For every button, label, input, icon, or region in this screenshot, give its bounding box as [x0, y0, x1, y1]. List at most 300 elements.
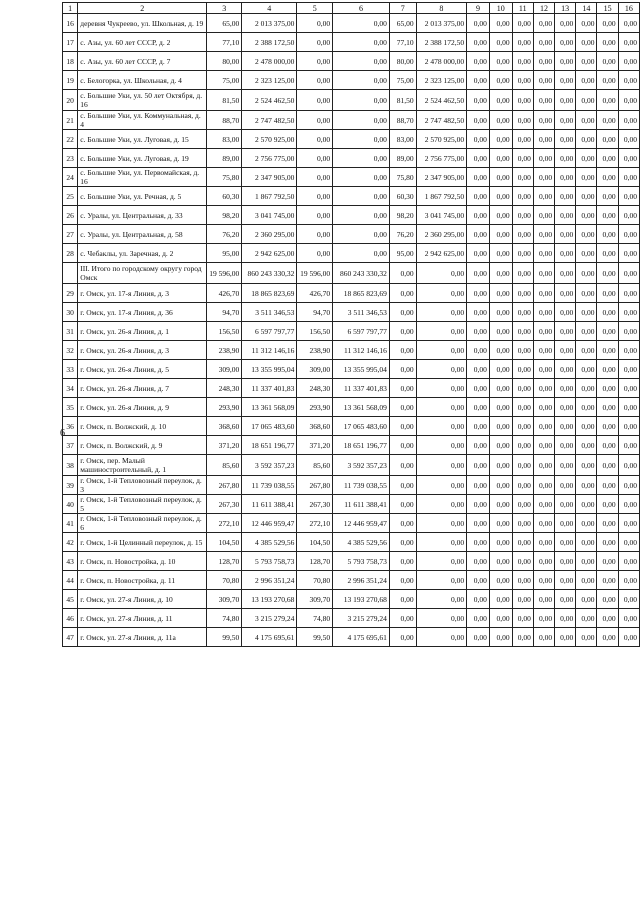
value-cell: 0,00	[555, 168, 576, 187]
value-cell: 0,00	[389, 322, 416, 341]
value-cell: 0,00	[389, 476, 416, 495]
value-cell: 13 361 568,09	[333, 398, 390, 417]
value-cell: 19 596,00	[297, 263, 333, 284]
value-cell: 2 360 295,00	[242, 225, 297, 244]
value-cell: 0,00	[389, 436, 416, 455]
page-number: 6	[60, 428, 65, 439]
value-cell: 11 312 146,16	[242, 341, 297, 360]
value-cell: 1 867 792,50	[416, 187, 466, 206]
value-cell: 11 337 401,83	[242, 379, 297, 398]
row-number: 41	[63, 514, 78, 533]
value-cell: 104,50	[207, 533, 242, 552]
value-cell: 0,00	[576, 187, 597, 206]
column-number: 3	[207, 3, 242, 14]
row-number: 19	[63, 71, 78, 90]
value-cell: 0,00	[389, 303, 416, 322]
value-cell: 0,00	[416, 514, 466, 533]
value-cell: 0,00	[576, 533, 597, 552]
value-cell: 0,00	[467, 225, 490, 244]
value-cell: 0,00	[618, 187, 639, 206]
value-cell: 2 013 375,00	[242, 14, 297, 33]
value-cell: 0,00	[618, 476, 639, 495]
value-cell: 0,00	[512, 495, 533, 514]
value-cell: 0,00	[416, 590, 466, 609]
value-cell: 0,00	[489, 455, 512, 476]
value-cell: 0,00	[489, 590, 512, 609]
value-cell: 0,00	[576, 571, 597, 590]
column-number: 15	[597, 3, 618, 14]
value-cell: 0,00	[533, 303, 554, 322]
value-cell: 0,00	[333, 33, 390, 52]
value-cell: 0,00	[597, 628, 618, 647]
value-cell: 2 747 482,50	[242, 111, 297, 130]
value-cell: 0,00	[555, 225, 576, 244]
value-cell: 0,00	[555, 514, 576, 533]
value-cell: 11 739 038,55	[242, 476, 297, 495]
address-cell: г. Омск, п. Волжский, д. 9	[78, 436, 207, 455]
value-cell: 2 524 462,50	[242, 90, 297, 111]
value-cell: 4 175 695,61	[242, 628, 297, 647]
value-cell: 3 041 745,00	[242, 206, 297, 225]
value-cell: 2 347 905,00	[242, 168, 297, 187]
value-cell: 1 867 792,50	[242, 187, 297, 206]
value-cell: 0,00	[389, 398, 416, 417]
column-number: 2	[78, 3, 207, 14]
value-cell: 76,20	[389, 225, 416, 244]
value-cell: 309,70	[207, 590, 242, 609]
row-number: 25	[63, 187, 78, 206]
value-cell: 0,00	[555, 149, 576, 168]
value-cell: 0,00	[533, 33, 554, 52]
address-cell: г. Омск, 1-й Целинный переулок, д. 15	[78, 533, 207, 552]
value-cell: 0,00	[576, 476, 597, 495]
value-cell: 0,00	[297, 52, 333, 71]
value-cell: 0,00	[297, 90, 333, 111]
value-cell: 0,00	[416, 495, 466, 514]
value-cell: 0,00	[533, 533, 554, 552]
address-cell: г. Омск, ул. 27-я Линия, д. 10	[78, 590, 207, 609]
row-number: 24	[63, 168, 78, 187]
value-cell: 0,00	[389, 360, 416, 379]
value-cell: 0,00	[467, 90, 490, 111]
value-cell: 65,00	[389, 14, 416, 33]
value-cell: 0,00	[533, 206, 554, 225]
value-cell: 81,50	[207, 90, 242, 111]
value-cell: 11 337 401,83	[333, 379, 390, 398]
table-row	[63, 71, 640, 90]
value-cell: 0,00	[533, 379, 554, 398]
value-cell: 0,00	[533, 149, 554, 168]
value-cell: 0,00	[512, 436, 533, 455]
address-cell: г. Омск, п. Новостройка, д. 11	[78, 571, 207, 590]
table-row	[63, 533, 640, 552]
address-cell: г. Омск, ул. 26-я Линия, д. 7	[78, 379, 207, 398]
value-cell: 0,00	[618, 341, 639, 360]
row-number: 16	[63, 14, 78, 33]
value-cell: 0,00	[416, 436, 466, 455]
value-cell: 70,80	[207, 571, 242, 590]
value-cell: 0,00	[533, 514, 554, 533]
value-cell: 0,00	[597, 322, 618, 341]
value-cell: 2 388 172,50	[416, 33, 466, 52]
value-cell: 0,00	[618, 263, 639, 284]
value-cell: 0,00	[512, 476, 533, 495]
value-cell: 0,00	[597, 225, 618, 244]
value-cell: 0,00	[489, 341, 512, 360]
value-cell: 0,00	[467, 417, 490, 436]
value-cell: 426,70	[207, 284, 242, 303]
address-cell: г. Омск, ул. 26-я Линия, д. 1	[78, 322, 207, 341]
row-number: 22	[63, 130, 78, 149]
value-cell: 0,00	[467, 130, 490, 149]
value-cell: 0,00	[467, 495, 490, 514]
value-cell: 267,80	[207, 476, 242, 495]
value-cell: 0,00	[555, 244, 576, 263]
value-cell: 2 323 125,00	[242, 71, 297, 90]
row-number: 46	[63, 609, 78, 628]
value-cell: 156,50	[297, 322, 333, 341]
value-cell: 0,00	[618, 71, 639, 90]
value-cell: 0,00	[618, 244, 639, 263]
value-cell: 0,00	[555, 130, 576, 149]
value-cell: 0,00	[576, 52, 597, 71]
table-row	[63, 14, 640, 33]
value-cell: 0,00	[533, 398, 554, 417]
value-cell: 0,00	[555, 476, 576, 495]
table-row	[63, 571, 640, 590]
value-cell: 0,00	[389, 455, 416, 476]
value-cell: 0,00	[597, 495, 618, 514]
value-cell: 76,20	[207, 225, 242, 244]
address-cell: г. Омск, ул. 17-я Линия, д. 3	[78, 284, 207, 303]
value-cell: 0,00	[555, 590, 576, 609]
value-cell: 0,00	[416, 360, 466, 379]
value-cell: 0,00	[297, 130, 333, 149]
value-cell: 0,00	[297, 149, 333, 168]
value-cell: 426,70	[297, 284, 333, 303]
value-cell: 0,00	[618, 533, 639, 552]
value-cell: 0,00	[576, 71, 597, 90]
value-cell: 0,00	[533, 628, 554, 647]
row-number: 35	[63, 398, 78, 417]
value-cell: 0,00	[389, 590, 416, 609]
value-cell: 0,00	[618, 284, 639, 303]
value-cell: 0,00	[512, 455, 533, 476]
value-cell: 3 215 279,24	[333, 609, 390, 628]
value-cell: 0,00	[555, 187, 576, 206]
value-cell: 4 175 695,61	[333, 628, 390, 647]
value-cell: 0,00	[389, 628, 416, 647]
value-cell: 65,00	[207, 14, 242, 33]
value-cell: 267,80	[297, 476, 333, 495]
value-cell: 0,00	[618, 225, 639, 244]
value-cell: 2 756 775,00	[416, 149, 466, 168]
value-cell: 0,00	[416, 322, 466, 341]
value-cell: 0,00	[467, 533, 490, 552]
value-cell: 0,00	[512, 284, 533, 303]
value-cell: 0,00	[597, 609, 618, 628]
value-cell: 83,00	[389, 130, 416, 149]
value-cell: 0,00	[512, 206, 533, 225]
value-cell: 89,00	[389, 149, 416, 168]
value-cell: 293,90	[297, 398, 333, 417]
column-number: 1	[63, 3, 78, 14]
value-cell: 0,00	[489, 284, 512, 303]
row-number	[63, 263, 78, 284]
value-cell: 0,00	[416, 284, 466, 303]
value-cell: 0,00	[489, 111, 512, 130]
value-cell: 89,00	[207, 149, 242, 168]
value-cell: 0,00	[512, 52, 533, 71]
value-cell: 0,00	[576, 90, 597, 111]
table-row	[63, 187, 640, 206]
value-cell: 0,00	[333, 168, 390, 187]
address-cell: деревня Чукреево, ул. Школьная, д. 19	[78, 14, 207, 33]
value-cell: 0,00	[576, 590, 597, 609]
value-cell: 0,00	[489, 628, 512, 647]
value-cell: 0,00	[467, 379, 490, 398]
value-cell: 860 243 330,32	[242, 263, 297, 284]
value-cell: 0,00	[489, 14, 512, 33]
row-number: 39	[63, 476, 78, 495]
value-cell: 0,00	[576, 130, 597, 149]
value-cell: 94,70	[297, 303, 333, 322]
value-cell: 0,00	[555, 436, 576, 455]
value-cell: 0,00	[618, 552, 639, 571]
value-cell: 0,00	[512, 149, 533, 168]
table-row	[63, 476, 640, 495]
value-cell: 0,00	[576, 514, 597, 533]
value-cell: 0,00	[618, 360, 639, 379]
column-number: 7	[389, 3, 416, 14]
value-cell: 0,00	[533, 552, 554, 571]
value-cell: 0,00	[533, 609, 554, 628]
value-cell: 0,00	[416, 455, 466, 476]
row-number: 36	[63, 417, 78, 436]
value-cell: 0,00	[576, 111, 597, 130]
value-cell: 0,00	[297, 168, 333, 187]
value-cell: 272,10	[207, 514, 242, 533]
value-cell: 0,00	[597, 590, 618, 609]
value-cell: 0,00	[467, 398, 490, 417]
value-cell: 0,00	[489, 552, 512, 571]
value-cell: 128,70	[207, 552, 242, 571]
value-cell: 0,00	[512, 552, 533, 571]
value-cell: 75,80	[389, 168, 416, 187]
value-cell: 0,00	[576, 628, 597, 647]
column-number: 4	[242, 3, 297, 14]
value-cell: 0,00	[555, 417, 576, 436]
value-cell: 0,00	[597, 187, 618, 206]
value-cell: 2 996 351,24	[242, 571, 297, 590]
value-cell: 70,80	[297, 571, 333, 590]
value-cell: 75,00	[207, 71, 242, 90]
value-cell: 104,50	[297, 533, 333, 552]
value-cell: 0,00	[555, 533, 576, 552]
value-cell: 371,20	[297, 436, 333, 455]
value-cell: 0,00	[489, 322, 512, 341]
value-cell: 0,00	[618, 303, 639, 322]
value-cell: 85,60	[297, 455, 333, 476]
value-cell: 0,00	[467, 263, 490, 284]
value-cell: 0,00	[555, 571, 576, 590]
value-cell: 0,00	[555, 552, 576, 571]
column-number: 14	[576, 3, 597, 14]
value-cell: 0,00	[467, 360, 490, 379]
column-number: 13	[555, 3, 576, 14]
address-cell: г. Омск, пер. Малый машиностроительный, д. 1	[78, 455, 207, 476]
table-row	[63, 455, 640, 476]
value-cell: 0,00	[389, 417, 416, 436]
value-cell: 0,00	[576, 552, 597, 571]
value-cell: 0,00	[297, 33, 333, 52]
value-cell: 0,00	[467, 14, 490, 33]
value-cell: 0,00	[416, 552, 466, 571]
table-row	[63, 379, 640, 398]
value-cell: 0,00	[489, 168, 512, 187]
value-cell: 0,00	[512, 33, 533, 52]
value-cell: 0,00	[555, 33, 576, 52]
value-cell: 0,00	[597, 284, 618, 303]
table-row	[63, 417, 640, 436]
value-cell: 0,00	[597, 571, 618, 590]
value-cell: 0,00	[597, 111, 618, 130]
value-cell: 11 611 388,41	[333, 495, 390, 514]
value-cell: 11 611 388,41	[242, 495, 297, 514]
row-number: 32	[63, 341, 78, 360]
value-cell: 0,00	[618, 571, 639, 590]
data-table	[62, 2, 640, 647]
row-number: 27	[63, 225, 78, 244]
value-cell: 0,00	[576, 206, 597, 225]
value-cell: 371,20	[207, 436, 242, 455]
value-cell: 0,00	[597, 303, 618, 322]
value-cell: 0,00	[618, 455, 639, 476]
value-cell: 0,00	[297, 111, 333, 130]
value-cell: 0,00	[389, 284, 416, 303]
value-cell: 0,00	[597, 455, 618, 476]
value-cell: 2 013 375,00	[416, 14, 466, 33]
value-cell: 13 193 270,68	[242, 590, 297, 609]
value-cell: 0,00	[576, 303, 597, 322]
value-cell: 0,00	[555, 52, 576, 71]
value-cell: 0,00	[533, 322, 554, 341]
value-cell: 0,00	[597, 417, 618, 436]
value-cell: 0,00	[555, 341, 576, 360]
value-cell: 3 592 357,23	[333, 455, 390, 476]
table-row	[63, 552, 640, 571]
row-number: 43	[63, 552, 78, 571]
row-number: 34	[63, 379, 78, 398]
value-cell: 0,00	[597, 379, 618, 398]
value-cell: 0,00	[389, 263, 416, 284]
value-cell: 0,00	[512, 590, 533, 609]
value-cell: 0,00	[467, 455, 490, 476]
value-cell: 0,00	[467, 52, 490, 71]
table-row	[63, 609, 640, 628]
value-cell: 0,00	[555, 71, 576, 90]
value-cell: 309,70	[297, 590, 333, 609]
value-cell: 0,00	[597, 398, 618, 417]
value-cell: 0,00	[618, 495, 639, 514]
value-cell: 0,00	[533, 187, 554, 206]
address-cell: с. Азы, ул. 60 лет СССР, д. 2	[78, 33, 207, 52]
value-cell: 6 597 797,77	[333, 322, 390, 341]
value-cell: 0,00	[618, 514, 639, 533]
value-cell: 0,00	[512, 533, 533, 552]
value-cell: 0,00	[489, 33, 512, 52]
address-cell: с. Большие Уки, ул. Коммунальная, д. 4	[78, 111, 207, 130]
value-cell: 99,50	[207, 628, 242, 647]
value-cell: 0,00	[389, 514, 416, 533]
value-cell: 0,00	[489, 495, 512, 514]
value-cell: 0,00	[555, 303, 576, 322]
value-cell: 0,00	[297, 14, 333, 33]
address-cell: с. Большие Уки, ул. Луговая, д. 15	[78, 130, 207, 149]
value-cell: 0,00	[597, 514, 618, 533]
value-cell: 0,00	[576, 33, 597, 52]
value-cell: 0,00	[512, 398, 533, 417]
row-number: 26	[63, 206, 78, 225]
address-cell: г. Омск, ул. 27-я Линия, д. 11	[78, 609, 207, 628]
value-cell: 2 478 000,00	[416, 52, 466, 71]
value-cell: 0,00	[489, 206, 512, 225]
value-cell: 0,00	[618, 590, 639, 609]
value-cell: 0,00	[467, 476, 490, 495]
value-cell: 0,00	[618, 398, 639, 417]
value-cell: 0,00	[533, 590, 554, 609]
value-cell: 0,00	[555, 379, 576, 398]
value-cell: 0,00	[512, 609, 533, 628]
value-cell: 0,00	[618, 130, 639, 149]
value-cell: 860 243 330,32	[333, 263, 390, 284]
value-cell: 238,90	[297, 341, 333, 360]
row-number: 42	[63, 533, 78, 552]
value-cell: 0,00	[533, 360, 554, 379]
value-cell: 0,00	[489, 187, 512, 206]
value-cell: 0,00	[512, 379, 533, 398]
subtotal-row	[63, 263, 640, 284]
table-row	[63, 149, 640, 168]
value-cell: 272,10	[297, 514, 333, 533]
value-cell: 0,00	[512, 225, 533, 244]
value-cell: 0,00	[597, 360, 618, 379]
value-cell: 0,00	[555, 628, 576, 647]
column-number: 12	[533, 3, 554, 14]
value-cell: 3 511 346,53	[333, 303, 390, 322]
table-row	[63, 111, 640, 130]
value-cell: 0,00	[489, 244, 512, 263]
value-cell: 0,00	[467, 303, 490, 322]
value-cell: 0,00	[512, 341, 533, 360]
value-cell: 0,00	[533, 571, 554, 590]
value-cell: 0,00	[467, 322, 490, 341]
value-cell: 2 478 000,00	[242, 52, 297, 71]
value-cell: 0,00	[533, 71, 554, 90]
value-cell: 0,00	[533, 130, 554, 149]
table-row	[63, 284, 640, 303]
value-cell: 0,00	[389, 495, 416, 514]
value-cell: 0,00	[555, 90, 576, 111]
value-cell: 0,00	[533, 111, 554, 130]
value-cell: 0,00	[489, 417, 512, 436]
value-cell: 75,80	[207, 168, 242, 187]
value-cell: 17 065 483,60	[242, 417, 297, 436]
value-cell: 0,00	[467, 609, 490, 628]
value-cell: 80,00	[389, 52, 416, 71]
value-cell: 0,00	[489, 398, 512, 417]
row-number: 44	[63, 571, 78, 590]
